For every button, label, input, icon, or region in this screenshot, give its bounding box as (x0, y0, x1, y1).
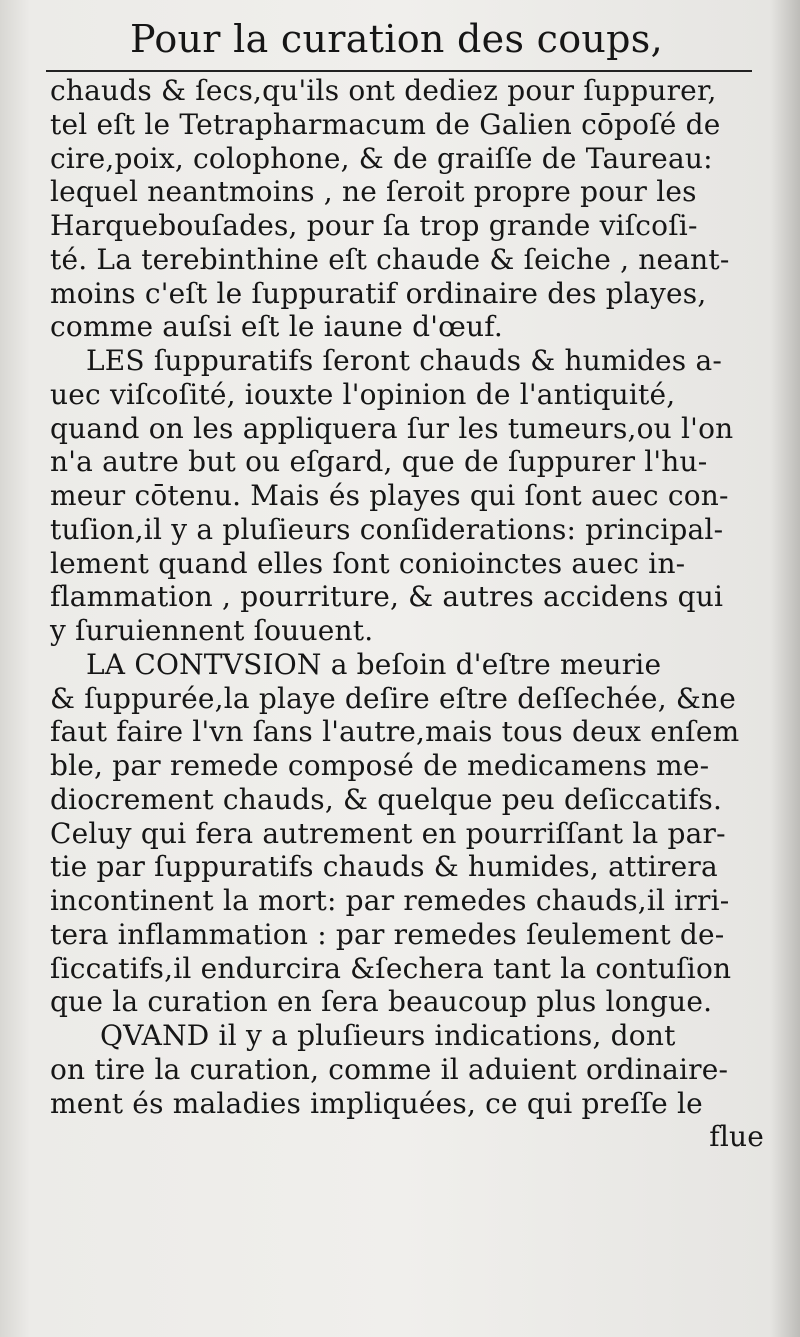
text-line: chauds & ſecs,qu'ils ont dediez pour ſuppurer, (50, 74, 717, 107)
text-line: ment és maladies impliquées, ce qui preſſe le (50, 1086, 703, 1120)
text-line: tie par ſuppuratifs chauds & humides, attirera (50, 850, 718, 884)
text-line: ſiccatifs,il endurcira &ſechera tant la contuſion (50, 951, 732, 985)
text-line: lement quand elles ſont conioinctes auec in- (50, 546, 686, 580)
text-line: faut faire l'vn ſans l'autre,mais tous deux enſem (50, 715, 740, 749)
text-line: tera inflammation : par remedes ſeulement de- (50, 917, 725, 951)
text-line: meur cōtenu. Mais és playes qui ſont auec con- (50, 479, 729, 512)
paragraph-start-line: LES ſuppuratifs ſeront chauds & humides a- (86, 344, 723, 377)
text-line: uec viſcoſité, iouxte l'opinion de l'antiquité, (50, 377, 676, 411)
text-line: tuſion,il y a pluſieurs conſiderations: principal- (50, 512, 724, 546)
text-line: flammation , pourriture, & autres accidens qui (50, 580, 724, 614)
text-line: quand on les appliquera ſur les tumeurs,ou l'on (50, 411, 734, 445)
text-line: y ſuruiennent ſouuent. (50, 614, 374, 647)
header-rule (46, 70, 752, 72)
text-line: tel eſt le Tetrapharmacum de Galien cōpoſé de (50, 107, 721, 141)
text-line: té. La terebinthine eſt chaude & ſeiche , neant- (50, 242, 730, 276)
text-line: incontinent la mort: par remedes chauds,il irri- (50, 884, 730, 917)
text-line: ble, par remede composé de medicamens me- (50, 749, 710, 782)
text-line: moins c'eſt le ſuppuratif ordinaire des playes, (50, 276, 707, 310)
text-line: & ſuppurée,la playe deſire eſtre deſſechée, &ne (50, 681, 737, 715)
text-line: cire,poix, colophone, & de graiſſe de Taureau: (50, 141, 713, 175)
catchword: flue (709, 1120, 764, 1154)
running-head: Pour la curation des coups, (130, 17, 663, 61)
text-line: on tire la curation, comme il aduient ordinaire- (50, 1052, 729, 1086)
text-line: comme auſsi eſt le iaune d'œuf. (50, 310, 503, 344)
text-line: Harquebouſades, pour ſa trop grande viſcoſi- (50, 209, 698, 242)
paragraph-start-line: QVAND il y a pluſieurs indications, dont (100, 1019, 676, 1052)
body-text (50, 74, 764, 1154)
text-line: que la curation en ſera beaucoup plus longue. (50, 985, 713, 1019)
catchword-line (50, 1120, 764, 1154)
text-line: n'a autre but ou eſgard, que de ſuppurer l'hu- (50, 445, 708, 479)
text-line: Celuy qui fera autrement en pourriſſant la par- (50, 816, 726, 850)
text-line: lequel neantmoins , ne ſeroit propre pour les (50, 175, 697, 209)
paragraph-start-line: LA CONTVSION a beſoin d'eſtre meurie (86, 647, 662, 681)
text-line: diocrement chauds, & quelque peu deſiccatifs. (50, 782, 723, 816)
